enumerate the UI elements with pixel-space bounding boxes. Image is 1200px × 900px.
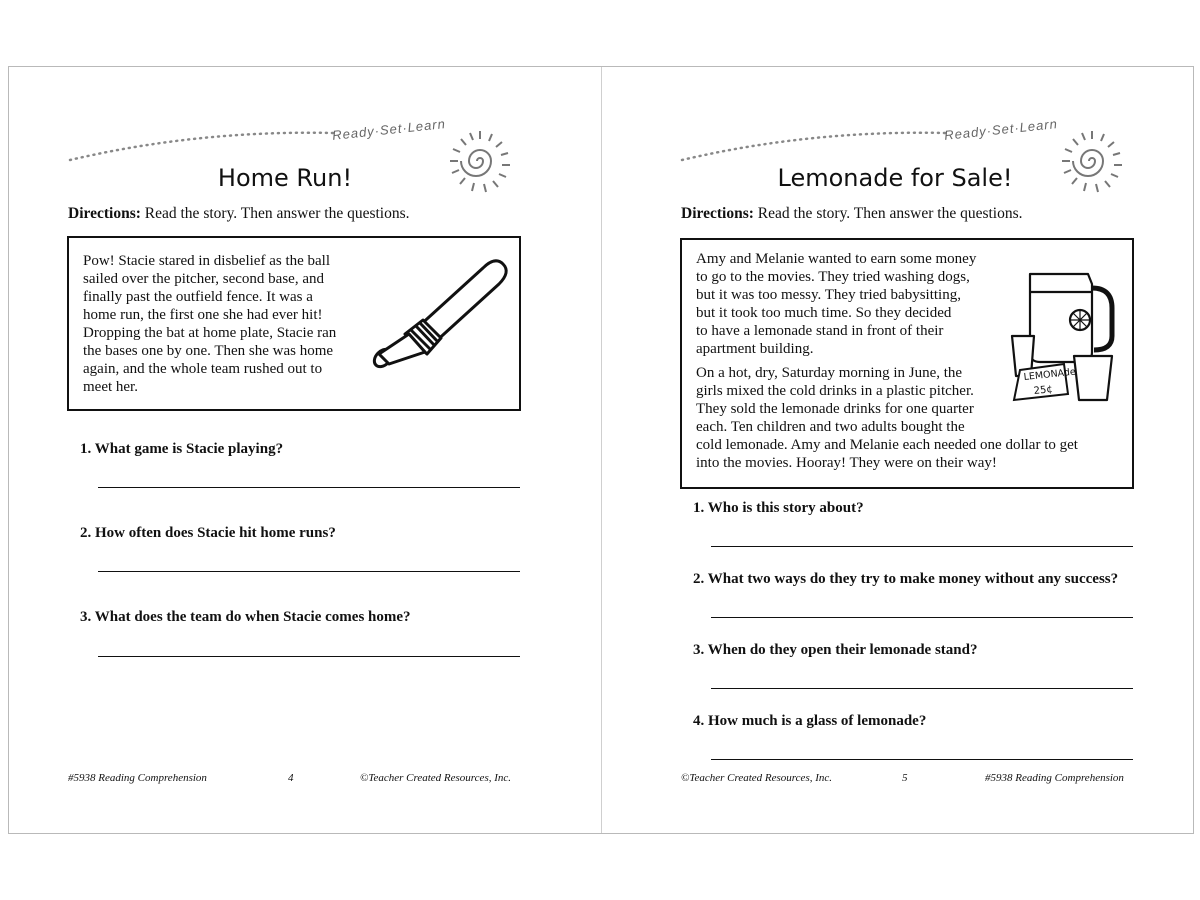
story-line: sailed over the pitcher, second base, and bbox=[83, 271, 324, 287]
question-1-right: 1. Who is this story about? bbox=[693, 500, 864, 516]
question-3-left: 3. What does the team do when Stacie comes home? bbox=[80, 609, 411, 625]
footer-right-right: #5938 Reading Comprehension bbox=[985, 772, 1124, 784]
story-line: finally past the outfield fence. It was a bbox=[83, 289, 313, 305]
question-2-right: 2. What two ways do they try to make money without any success? bbox=[693, 571, 1119, 587]
page-gutter bbox=[601, 67, 602, 833]
sun-icon bbox=[440, 125, 520, 197]
answer-line[interactable] bbox=[711, 546, 1133, 547]
story-line: again, and the whole team rushed out to bbox=[83, 361, 323, 377]
story-line: apartment building. bbox=[696, 341, 814, 357]
story-line: home run, the first one she had ever hit! bbox=[83, 307, 323, 323]
answer-line[interactable] bbox=[98, 571, 520, 572]
answer-line[interactable] bbox=[711, 688, 1133, 689]
story-line: to go to the movies. They tried washing dogs, bbox=[696, 269, 970, 285]
question-1-left: 1. What game is Stacie playing? bbox=[80, 441, 284, 457]
sign-text-2: 25¢ bbox=[1033, 384, 1054, 397]
question-4-right: 4. How much is a glass of lemonade? bbox=[693, 713, 927, 729]
footer-left-left: #5938 Reading Comprehension bbox=[68, 772, 207, 784]
sun-icon bbox=[1052, 125, 1132, 197]
story-line: each. Ten children and two adults bought the bbox=[696, 419, 965, 435]
lemonade-pitcher-icon bbox=[1008, 266, 1120, 408]
brand-logo: Ready·Set·Learn bbox=[331, 116, 447, 143]
story-line: girls mixed the cold drinks in a plastic pitcher. bbox=[696, 383, 974, 399]
directions-text: Read the story. Then answer the questions. bbox=[757, 205, 1023, 222]
story-line: Amy and Melanie wanted to earn some money bbox=[696, 251, 977, 267]
story-line: to have a lemonade stand in front of their bbox=[696, 323, 944, 339]
story-line: On a hot, dry, Saturday morning in June, the bbox=[696, 365, 963, 381]
answer-line[interactable] bbox=[711, 617, 1133, 618]
header-dotted-arc bbox=[68, 125, 338, 165]
story-line: meet her. bbox=[83, 379, 138, 395]
directions-label: Directions: bbox=[68, 205, 141, 222]
story-line: the bases one by one. Then she was home bbox=[83, 343, 334, 359]
page-title-left: Home Run! bbox=[217, 164, 353, 192]
answer-line[interactable] bbox=[711, 759, 1133, 760]
page-title-right: Lemonade for Sale! bbox=[777, 164, 1013, 192]
header-dotted-arc bbox=[680, 125, 950, 165]
directions-right bbox=[681, 205, 1023, 223]
story-line: into the movies. Hooray! They were on their way! bbox=[696, 455, 997, 471]
directions-label: Directions: bbox=[681, 205, 754, 222]
story-line: Pow! Stacie stared in disbelief as the ball bbox=[83, 253, 331, 269]
directions-text: Read the story. Then answer the questions. bbox=[144, 205, 410, 222]
directions-left bbox=[68, 205, 410, 223]
answer-line[interactable] bbox=[98, 487, 520, 488]
story-line: but it took too much time. So they decided bbox=[696, 305, 952, 321]
footer-left-right: ©Teacher Created Resources, Inc. bbox=[681, 772, 833, 784]
footer-right-left: ©Teacher Created Resources, Inc. bbox=[360, 772, 512, 784]
answer-line[interactable] bbox=[98, 656, 520, 657]
question-3-right: 3. When do they open their lemonade stand? bbox=[693, 642, 978, 658]
story-line: cold lemonade. Amy and Melanie each needed one dollar to get bbox=[696, 437, 1078, 453]
page-number-left: 4 bbox=[288, 772, 294, 784]
story-line: They sold the lemonade drinks for one quarter bbox=[696, 401, 974, 417]
question-2-left: 2. How often does Stacie hit home runs? bbox=[80, 525, 336, 541]
page-number-right: 5 bbox=[902, 772, 908, 784]
sign-text-1: LEMONAde bbox=[1023, 366, 1077, 383]
story-line: but it was too messy. They tried babysitting, bbox=[696, 287, 961, 303]
baseball-bat-icon bbox=[365, 250, 510, 375]
story-line: Dropping the bat at home plate, Stacie ran bbox=[83, 325, 337, 341]
brand-logo: Ready·Set·Learn bbox=[943, 116, 1059, 143]
